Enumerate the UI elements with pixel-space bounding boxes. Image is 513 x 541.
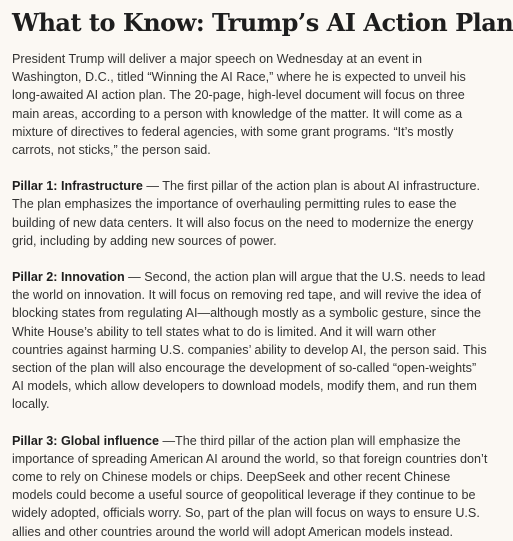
- pillar-1-text: — The first pillar of the action plan is about AI infrastructure. The plan emphasizes the importance of overhauling permitting rules to ease the building of new data centers. It will also focus on the need to modernize the energy grid, including by adding new sources of power.: [12, 179, 481, 248]
- pillar-3-text: —The third pillar of the action plan will emphasize the importance of spreading American AI around the world, so that foreign countries don’t come to rely on Chinese models or chips. DeepSeek and other recent Chinese models could become a useful source of geopolitical leverage if they continue to be widely adopted, officials worry. So, part of the plan will focus on ways to ensure U.S. allies and other countries around the world will adopt American models instead.: [12, 433, 488, 539]
- article-title: What to Know: Trump’s AI Action Plan: [12, 8, 513, 37]
- pillar-2-heading: Pillar 2: Innovation: [12, 270, 125, 285]
- pillar-1-heading: Pillar 1: Infrastructure: [12, 179, 143, 194]
- intro-paragraph: President Trump will deliver a major speech on Wednesday at an event in Washington, D.C., titled “Winning the AI Race,” where he is expected to unveil his long-awaited AI action plan. The 20-page, high-level document will focus on three main areas, according to a person with knowledge of the matter. It will come as a mixture of directives to federal agencies, with some grant programs. “It’s mostly carrots, not sticks,” the person said.: [12, 52, 466, 158]
- pillar-1-paragraph: [12, 177, 488, 250]
- pillar-3-paragraph: [12, 432, 488, 541]
- pillar-2-text: — Second, the action plan will argue that the U.S. needs to lead the world on innovation. It will focus on removing red tape, and will revive the idea of blocking states from regulating AI—although mostly as a symbolic gesture, since the White House’s ability to tell states what to do is limited. And it will warn other countries against harming U.S. companies’ ability to develop AI, the person said. This section of the plan will also encourage the development of so-called “open-weights” AI models, which allow developers to download models, modify them, and run them locally.: [12, 270, 487, 412]
- pillar-2-paragraph: [12, 268, 488, 414]
- pillar-3-heading: Pillar 3: Global influence: [12, 433, 159, 448]
